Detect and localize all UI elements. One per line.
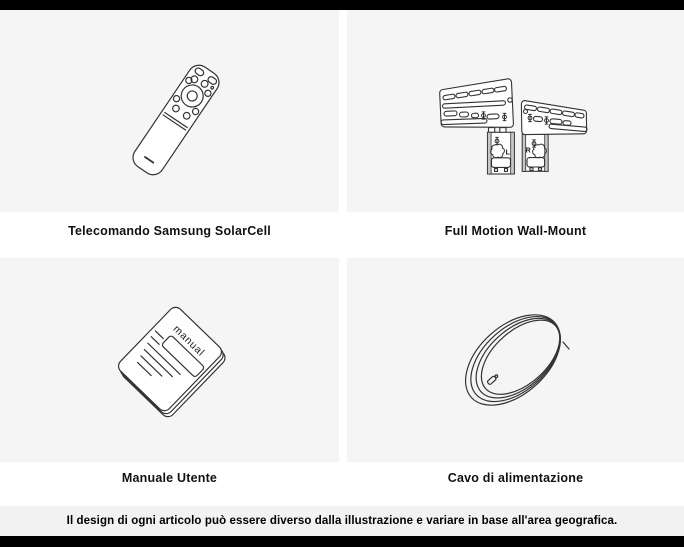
top-letterbox-bar (0, 0, 684, 10)
column-gap (339, 258, 347, 462)
accessory-tile-wall-mount (347, 10, 684, 212)
disclaimer-text: Il design di ogni articolo può essere diverso dalla illustrazione e variare in base all'area geografica. (66, 515, 618, 527)
label-band-2 (0, 462, 684, 506)
wall-mount-left-marker: L (505, 149, 510, 157)
accessory-tile-power-cable (347, 258, 684, 462)
disclaimer-band (0, 506, 684, 536)
wall-mount-icon (347, 10, 684, 212)
wall-mount-right-marker: R (525, 147, 531, 155)
manual-cover-text: manual (170, 323, 208, 359)
accessory-label-wall-mount: Full Motion Wall-Mount (444, 223, 587, 238)
accessory-label-power-cable: Cavo di alimentazione (447, 471, 584, 485)
power-cable-icon (347, 258, 684, 462)
label-band-1 (0, 212, 684, 258)
accessory-tile-remote (0, 10, 339, 212)
bottom-letterbox-bar (0, 536, 684, 547)
accessory-label-manual: Manuale Utente (121, 471, 218, 485)
remote-control-icon (0, 10, 339, 212)
accessory-tile-manual (0, 258, 339, 462)
column-gap (339, 10, 347, 212)
tiles-row-2 (0, 258, 684, 462)
user-manual-icon (0, 258, 339, 462)
accessory-label-remote: Telecomando Samsung SolarCell (68, 223, 271, 238)
tiles-row-1 (0, 10, 684, 212)
